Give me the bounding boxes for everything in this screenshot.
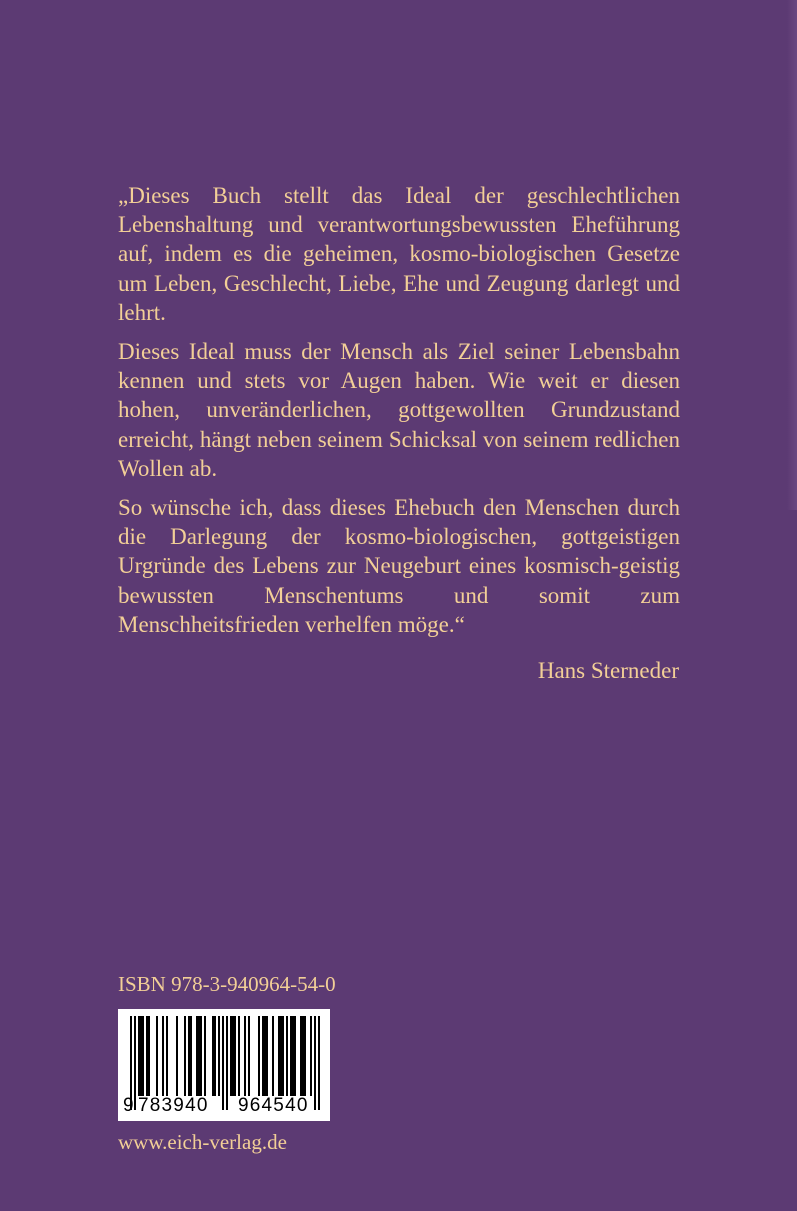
barcode-first-digit: 9 <box>123 1095 135 1116</box>
barcode-left-group: 783940 <box>138 1095 209 1116</box>
barcode-bar <box>310 1016 312 1096</box>
barcode-digits <box>118 1095 330 1119</box>
barcode-bar <box>142 1016 144 1096</box>
barcode-bar <box>176 1016 178 1096</box>
barcode-bar <box>190 1016 192 1096</box>
author-name: Hans Sterneder <box>537 658 679 683</box>
barcode-bar <box>148 1016 150 1096</box>
barcode-bar <box>184 1016 186 1096</box>
barcode-bar <box>272 1016 274 1096</box>
quote-block <box>118 181 680 649</box>
barcode-bar <box>264 1016 266 1096</box>
barcode-bar <box>188 1016 190 1096</box>
cover-edge-shading <box>787 0 797 510</box>
barcode-bar <box>282 1016 284 1096</box>
barcode-bar <box>244 1016 246 1096</box>
barcode-bar <box>196 1016 198 1096</box>
barcode-bar <box>200 1016 202 1096</box>
barcode-bar <box>234 1016 236 1096</box>
barcode-bar <box>266 1016 268 1096</box>
publisher-website: www.eich-verlag.de <box>118 1130 287 1154</box>
barcode-bar <box>258 1016 260 1096</box>
barcode-bar <box>162 1016 164 1096</box>
barcode-bar <box>232 1016 234 1096</box>
barcode <box>118 1009 330 1121</box>
barcode-bar <box>230 1016 232 1096</box>
isbn-number: ISBN 978-3-940964-54-0 <box>118 972 336 996</box>
barcode-bar <box>300 1016 302 1096</box>
barcode-bar <box>218 1016 220 1096</box>
barcode-bar <box>304 1016 306 1096</box>
barcode-bar <box>238 1016 240 1096</box>
barcode-bar <box>198 1016 200 1096</box>
barcode-bar <box>248 1016 250 1096</box>
quote-paragraph-1: „Dieses Buch stellt das Ideal der geschlechtlichen Lebenshaltung und verantwortungsbewussten Eheführung auf, indem es die geheimen, kosmo-biologischen Gesetze um Leben, Geschlecht, Liebe, Ehe und Zeugung darlegt und lehrt. <box>118 183 680 325</box>
quote-paragraph-2: Dieses Ideal muss der Mensch als Ziel seiner Lebensbahn kennen und stets vor Augen haben. Wie weit er diesen hohen, unveränderlichen, gottgewollten Grundzustand erreicht, hängt neben seinem Schicksal von seinem redlichen Wollen ab. <box>118 339 680 481</box>
quote-paragraph-3: So wünsche ich, dass dieses Ehebuch den Menschen durch die Darlegung der kosmo-biologischen, gottgeistigen Urgründe des Lebens zur Neugeburt eines kosmisch-geistig bewussten Menschentums und somit zum Menschheitsfrieden verhelfen möge.“ <box>118 495 680 637</box>
barcode-bar <box>214 1016 216 1096</box>
barcode-bar <box>262 1016 264 1096</box>
barcode-bar <box>302 1016 304 1096</box>
barcode-bar <box>286 1016 288 1096</box>
barcode-bar <box>204 1016 206 1096</box>
barcode-bar <box>146 1016 148 1096</box>
barcode-bar <box>280 1016 282 1096</box>
barcode-bar <box>294 1016 296 1096</box>
barcode-right-group: 964540 <box>238 1095 309 1116</box>
barcode-bar <box>138 1016 140 1096</box>
barcode-bar <box>290 1016 292 1096</box>
barcode-bar <box>156 1016 158 1096</box>
barcode-bar <box>166 1016 168 1096</box>
barcode-bar <box>292 1016 294 1096</box>
barcode-bar <box>140 1016 142 1096</box>
barcode-bar <box>212 1016 214 1096</box>
barcode-bar <box>278 1016 280 1096</box>
